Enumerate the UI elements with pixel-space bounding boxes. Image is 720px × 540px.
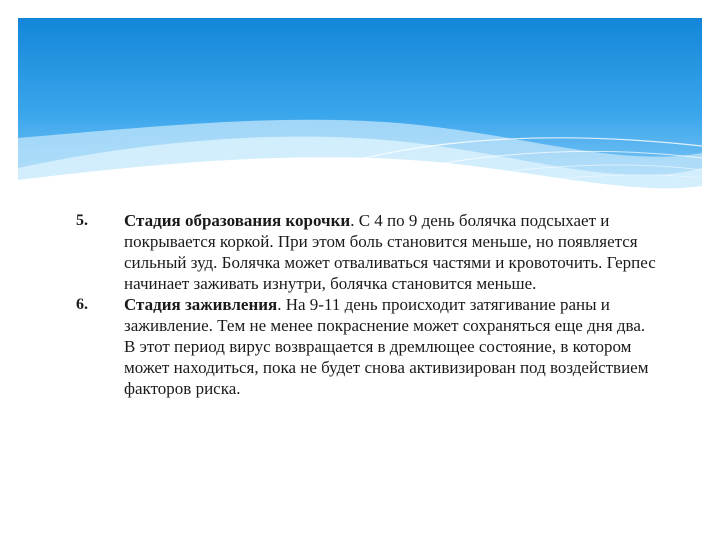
list-item-5: [76, 210, 656, 294]
header-wave-banner: [18, 18, 702, 194]
list-item-number: 5.: [76, 212, 88, 229]
list-item-title: Стадия образования корочки: [124, 211, 351, 230]
list-item-body: . С 4 по 9 день болячка подсыхает и покрывается коркой. При этом боль становится меньше, но появляется сильный зуд. Болячка может отваливаться частями и кровоточить. Герпес начинает заживать изнутри, болячка становится меньше.: [124, 211, 656, 293]
list-item-title: Стадия заживления: [124, 295, 278, 314]
numbered-list: [76, 210, 656, 399]
list-item-text: [124, 294, 656, 399]
wave-decoration: [18, 18, 702, 194]
list-item-number: 6.: [76, 296, 88, 313]
list-item-text: [124, 210, 656, 294]
list-item-6: [76, 294, 656, 399]
list-item-body: . На 9-11 день происходит затягивание раны и заживление. Тем не менее покраснение может сохраняться еще дня два. В этот период вирус возвращается в дремлющее состояние, в котором может находиться, пока не будет снова активизирован под воздействием факторов риска.: [124, 295, 649, 398]
